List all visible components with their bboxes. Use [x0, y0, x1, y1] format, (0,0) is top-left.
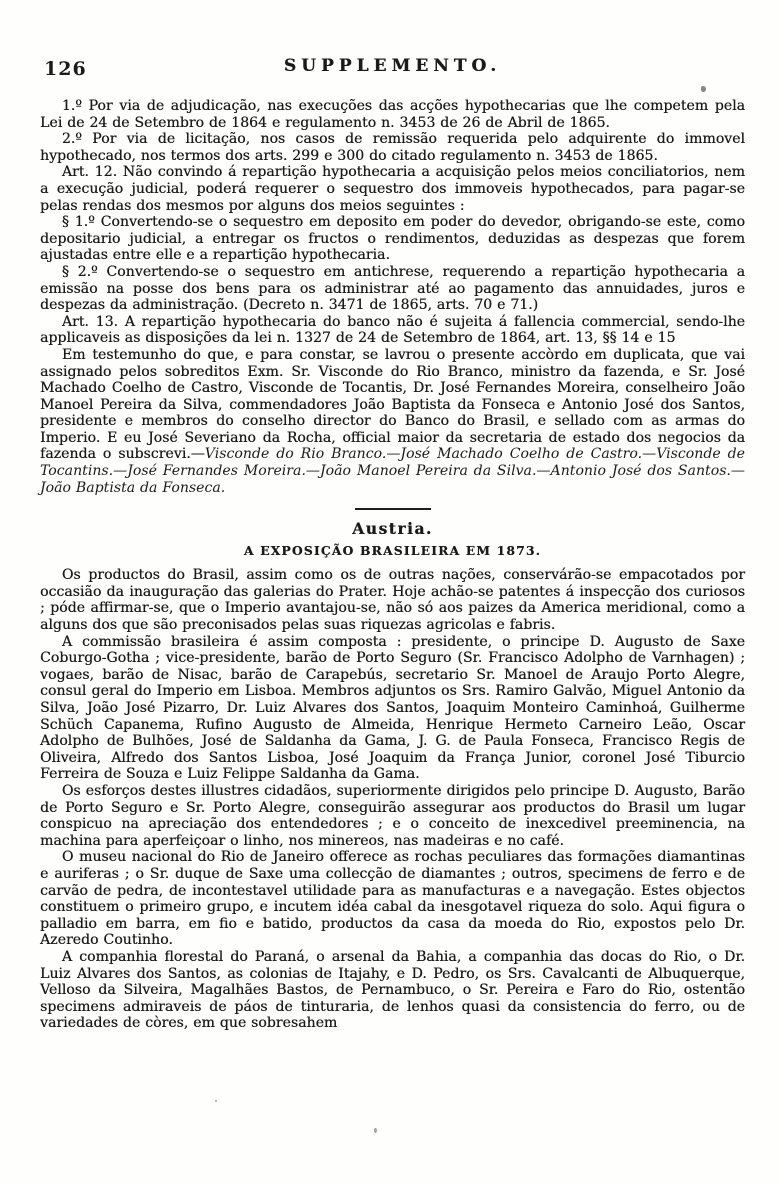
- page-title: SUPPLEMENTO.: [283, 56, 502, 76]
- section-title: Austria.: [352, 519, 433, 539]
- signatures-text: Visconde do Rio Branco.—José Machado Coelho de Castro.—Visconde de Tocantins.—José Fernandes Moreira.—João Manoel Pereira da Silva.—Antonio José dos Santos.—João Baptista da Fonseca.: [40, 446, 745, 496]
- decree-paragraph-2: 2.º Por via de licitação, nos casos de remissão requerida pelo adquirente do immovel hypothecado, nos termos dos arts. 299 e 300 do citado regulamento n. 3453 de 1865.: [40, 131, 745, 164]
- austria-paragraph-3: Os esforços destes illustres cidadãos, superiormente dirigidos pelo principe D. Augusto, Barão de Porto Seguro e Sr. Porto Alegre, conseguirão assegurar aos productos do Brasil um lugar conspicuo na apreciação dos entendedores ; e o conceito de inexcedivel preeminencia, na machina para aperfeiçoar o linho, nos minereos, nas madeiras e no café.: [40, 782, 745, 849]
- section-subtitle: A EXPOSIÇÃO BRASILEIRA EM 1873.: [243, 543, 542, 559]
- austria-section: [40, 519, 745, 1032]
- decree-paragraph-art12: Art. 12. Não convindo á repartição hypothecaria a acquisição pelos meios conciliatorios, nem a execução judicial, poderá requerer o sequestro dos immoveis hypothecados, para pagar-se pelas rendas dos mesmos por alguns dos meios seguintes :: [40, 164, 745, 214]
- austria-paragraph-4: O museu nacional do Rio de Janeiro offerece as rochas peculiares das formações diamantinas e auriferas ; o Sr. duque de Saxe uma collecção de diamantes ; outros, specimens de ferro e de carvão de pedra, de incontestavel utilidade para as manufacturas e a navegação. Estes objectos constituem o primeiro grupo, e incutem idéa cabal da inesgotavel riqueza do solo. Aqui figura o palladio em barra, em fio e batido, productos da casa da moeda do Rio, expostos pelo Dr. Azeredo Coutinho.: [40, 849, 745, 949]
- scan-speck: [215, 1100, 217, 1102]
- scan-speck: [701, 86, 706, 92]
- page-number: 126: [44, 58, 87, 80]
- austria-paragraph-5: A companhia florestal do Paraná, o arsenal da Bahia, a companhia das docas do Rio, o Dr. Luiz Alvares dos Santos, as colonias de Itajahy, e D. Pedro, os Srs. Cavalcanti de Albuquerque, Velloso da Silveira, Magalhães Bastos, de Pernambuco, o Sr. Pereira e Faro do Rio, ostentão specimens admiraveis de páos de tinturaria, de lenhos quasi da consistencia do ferro, ou de variedades de còres, em que sobresahem: [40, 948, 745, 1032]
- scan-speck: [374, 1128, 377, 1133]
- decree-paragraph-art13: Art. 13. A repartição hypothecaria do banco não é sujeita á fallencia commercial, sendo-lhe applicaveis as disposições da lei n. 1327 de 24 de Setembro de 1864, art. 13, §§ 14 e 15: [40, 313, 745, 347]
- decree-paragraph-1: 1.º Por via de adjudicação, nas execuções das acções hypothecarias que lhe competem pela Lei de 24 de Setembro de 1864 e regulamento n. 3453 de 26 de Abril de 1865.: [40, 98, 745, 131]
- austria-paragraph-1: Os productos do Brasil, assim como os de outras nações, conservárão-se empacotados por occasião da inauguração das galerias do Prater. Hoje achão-se patentes á inspecção dos curiosos ; póde affirmar-se, que o Imperio avantajou-se, não só aos paizes da America meridional, como a alguns dos que são preconisados pelas suas riquezas agricolas e fabris.: [40, 567, 745, 634]
- witness-paragraph: [40, 347, 745, 496]
- austria-paragraph-2: A commissão brasileira é assim composta : presidente, o principe D. Augusto de Saxe Coburgo-Gotha ; vice-presidente, barão de Porto Seguro (Sr. Francisco Adolpho de Varnhagen) ; vogaes, barão de Nisac, barão de Carapebús, secretario Sr. Manoel de Araujo Porto Alegre, consul geral do Imperio em Lisboa. Membros adjuntos os Srs. Ramiro Galvão, Miguel Antonio da Silva, João José Pizarro, Dr. Luiz Alvares dos Santos, Joaquim Monteiro Caminhoá, Guilherme Schüch Capanema, Rufino Augusto de Almeida, Henrique Hermeto Carneiro Leão, Oscar Adolpho de Bulhões, José de Saldanha da Gama, J. G. de Paula Fonseca, Francisco Regis de Oliveira, Alfredo dos Santos Lisboa, José Joaquim da França Junior, coronel José Tiburcio Ferreira de Souza e Luiz Felippe Saldanha da Gama.: [40, 633, 745, 783]
- decree-paragraph-par1: § 1.º Convertendo-se o sequestro em deposito em poder do devedor, obrigando-se este, como depositario judicial, a entregar os fructos o rendimentos, deduzidas as despezas que forem ajustadas entre elle e a repartição hypothecaria.: [40, 214, 745, 264]
- witness-text: Em testemunho do que, e para constar, se lavrou o presente accòrdo em duplicata, que vai assignado pelos sobreditos Exm. Sr. Visconde do Rio Branco, ministro da fazenda, e Sr. José Machado Coelho de Castro, Visconde de Tocantis, Dr. José Fernandes Moreira, conselheiro João Manoel Pereira da Silva, commendadores João Baptista da Fonseca e Antonio José dos Santos, presidente e membros do conselho director do Banco do Brasil, e sellado com as armas do Imperio. E eu José Severiano da Rocha, official maior da secretaria de estado dos negocios da fazenda o subscrevi.—: [40, 346, 745, 463]
- decree-paragraph-par2: § 2.º Convertendo-se o sequestro em antichrese, requerendo a repartição hypothecaria a emissão na posse dos bens para os administrar até ao pagamento das annuidades, juros e despezas da administração. (Decreto n. 3471 de 1865, arts. 70 e 71.): [40, 263, 745, 314]
- section-divider: [355, 508, 431, 510]
- page-header: [40, 56, 745, 86]
- decree-section: [40, 98, 745, 496]
